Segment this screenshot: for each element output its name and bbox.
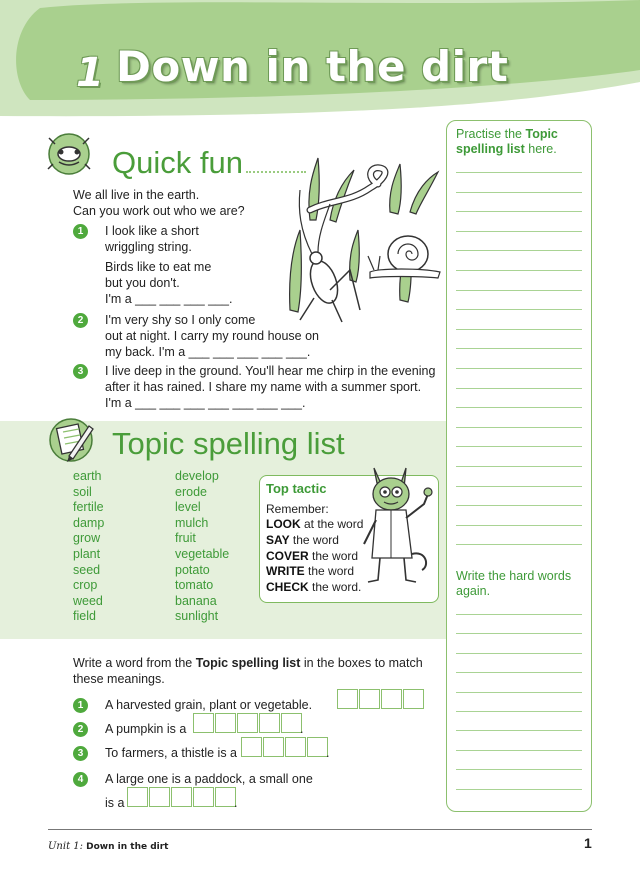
riddle-3-number: 3 [73,364,88,379]
spelling-word: level [175,500,201,515]
spelling-word: sunlight [175,609,219,624]
top-tactic-title: Top tactic [266,481,327,496]
practice-write-line[interactable] [456,231,582,232]
riddle-1-line-1: I look like a short [105,224,199,238]
practice-write-line[interactable] [456,427,582,428]
spelling-word: damp [73,515,105,530]
page-number: 1 [584,835,592,851]
practice-write-line[interactable] [456,388,582,389]
letter-box[interactable] [193,787,214,807]
letter-box[interactable] [359,689,380,709]
letter-box[interactable] [127,787,148,807]
riddle-3-line-2: after it has rained. I share my name with a summer sport. [105,380,422,394]
practice-write-line[interactable] [456,329,582,330]
top-tactic-remember: Remember: [266,502,329,516]
practice-write-line[interactable] [456,730,582,731]
practice-write-line[interactable] [456,172,582,173]
letter-box[interactable] [263,737,284,757]
letter-box[interactable] [193,713,214,733]
letter-box[interactable] [403,689,424,709]
spelling-list-title: Topic spelling list [112,426,345,461]
footer-divider [48,829,592,830]
spelling-word: fruit [175,531,196,546]
unit-number: 1 [76,50,104,96]
exercise-4-period: . [234,796,238,810]
spelling-word: erode [175,484,207,499]
letter-box[interactable] [215,713,236,733]
exercise-4-text-2: is a [105,796,125,810]
spelling-word: weed [73,593,103,608]
practice-write-line[interactable] [456,653,582,654]
practice-write-line[interactable] [456,614,582,615]
tactic-step-check: CHECK the word. [266,580,362,594]
exercise-2-period: . [300,722,304,736]
tactic-step-look: LOOK at the word [266,517,364,531]
spelling-word: fertile [73,500,104,515]
spelling-word: potato [175,562,210,577]
spelling-word: vegetable [175,547,230,561]
spelling-word: plant [73,547,101,561]
practice-write-line[interactable] [456,290,582,291]
letter-box[interactable] [259,713,280,733]
practice-write-line[interactable] [456,486,582,487]
exercise-instruction: Write a word from the Topic spelling list in the boxes to match [73,656,423,670]
spelling-word: mulch [175,515,209,530]
cat-mascot-illustration [360,458,442,586]
spelling-word: field [73,609,96,624]
riddle-1-line-4: but you don't. [105,276,180,290]
practice-write-line[interactable] [456,270,582,271]
exercise-3-number: 3 [73,746,88,761]
practice-write-line[interactable] [456,250,582,251]
letter-box[interactable] [281,713,302,733]
spelling-word: develop [175,469,219,483]
practice-write-line[interactable] [456,368,582,369]
practice-intro: Practise the Topic spelling list here. [456,127,558,156]
letter-box[interactable] [381,689,402,709]
spelling-word: earth [73,469,102,483]
exercise-instruction-2: these meanings. [73,672,165,686]
letter-box[interactable] [237,713,258,733]
practice-write-line[interactable] [456,192,582,193]
practice-write-line[interactable] [456,446,582,447]
practice-write-line[interactable] [456,672,582,673]
letter-box[interactable] [149,787,170,807]
riddle-2-line-2: out at night. I carry my round house on [105,329,320,343]
spelling-word: banana [175,593,217,608]
exercise-1-number: 1 [73,698,88,713]
spelling-word: crop [73,578,98,593]
practice-write-line[interactable] [456,211,582,212]
practice-write-line[interactable] [456,466,582,467]
riddle-2-answer[interactable]: my back. I'm a ___ ___ ___ ___ ___. [105,345,311,359]
riddle-3-line-1: I live deep in the ground. You'll hear me chirp in the evening [105,364,436,378]
letter-box[interactable] [171,787,192,807]
exercise-2-number: 2 [73,722,88,737]
letter-box[interactable] [307,737,328,757]
exercise-4-text: A large one is a paddock, a small one [105,772,313,786]
tactic-step-cover: COVER the word [266,549,359,563]
practice-write-line[interactable] [456,505,582,506]
practice-write-line[interactable] [456,789,582,790]
practice-write-line[interactable] [456,407,582,408]
notepad-pencil-icon [45,412,101,468]
letter-box[interactable] [215,787,236,807]
practice-write-line[interactable] [456,633,582,634]
spelling-word: seed [73,562,101,577]
tactic-step-say: SAY the word [266,533,339,547]
exercise-3-text: To farmers, a thistle is a [105,746,237,760]
unit-title: Down in the dirt [116,42,509,91]
riddle-1-line-2: wriggling string. [105,240,192,254]
exercise-3-period: . [326,746,330,760]
garden-creatures-illustration [270,150,446,330]
riddle-2-number: 2 [73,313,88,328]
practice-write-line[interactable] [456,348,582,349]
practice-write-line[interactable] [456,544,582,545]
spelling-word: soil [73,484,92,499]
riddle-3-answer[interactable]: I'm a ___ ___ ___ ___ ___ ___ ___. [105,396,306,410]
riddle-1-line-3: Birds like to eat me [105,260,212,274]
exercise-4-number: 4 [73,772,88,787]
footer-unit-label: Unit 1: Down in the dirt [48,841,169,852]
bug-icon [47,130,107,182]
spelling-word: tomato [175,578,214,593]
letter-box[interactable] [285,737,306,757]
exercise-2-text: A pumpkin is a [105,722,187,736]
practice-write-line[interactable] [456,692,582,693]
practice-write-line[interactable] [456,309,582,310]
practice-write-line[interactable] [456,769,582,770]
quick-fun-intro-2: Can you work out who we are? [73,204,245,218]
practice-write-line[interactable] [456,750,582,751]
quick-fun-intro-1: We all live in the earth. [73,188,200,202]
riddle-1-answer[interactable]: I'm a ___ ___ ___ ___. [105,292,233,306]
riddle-2-line-1: I'm very shy so I only come [105,313,256,327]
letter-box[interactable] [241,737,262,757]
spelling-word: grow [73,531,101,546]
tactic-step-write: WRITE the word [266,564,355,578]
hard-words-label: Write the hard words again. [456,569,572,598]
quick-fun-title: Quick fun [112,145,243,180]
practice-write-line[interactable] [456,711,582,712]
exercise-1-text: A harvested grain, plant or vegetable. [105,698,313,712]
riddle-1-number: 1 [73,224,88,239]
letter-box[interactable] [337,689,358,709]
practice-write-line[interactable] [456,525,582,526]
